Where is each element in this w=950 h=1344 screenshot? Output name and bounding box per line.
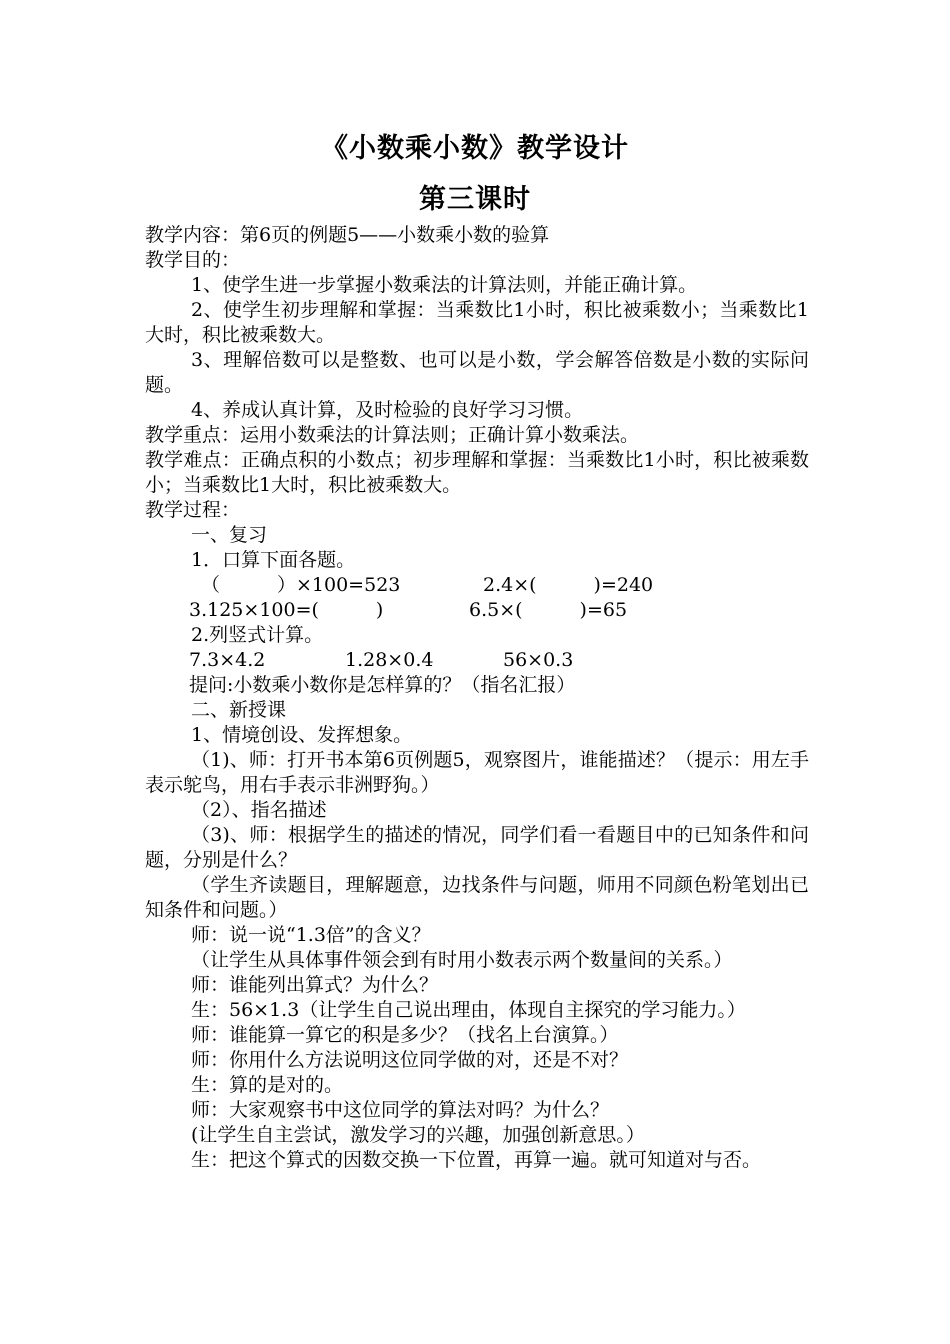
goal-1: 1、使学生进一步掌握小数乘法的计算法则，并能正确计算。 — [191, 274, 698, 296]
step-13: (让学生自主尝试，激发学习的兴趣，加强创新意思。） — [191, 1124, 645, 1146]
step-8: 生：56×1.3（让学生自己说出理由，体现自主探究的学习能力。） — [191, 999, 746, 1021]
step-11: 生：算的是对的。 — [191, 1074, 344, 1096]
review-heading: 一、复习 — [191, 524, 268, 546]
step-10: 师：你用什么方法说明这位同学做的对，还是不对？ — [191, 1049, 629, 1071]
step-6: （让学生从具体事件领会到有时用小数表示两个数量间的关系。） — [191, 949, 733, 971]
difficulty: 教学难点：正确点积的小数点；初步理解和掌握：当乘数比1小时，积比被乘数小；当乘数比1大时，积比被乘数大。 — [145, 449, 809, 496]
vertical-item: 56×0.3 — [503, 649, 574, 671]
oral-item: 6.5×( )=65 — [469, 599, 628, 621]
question-line: 提问:小数乘小数你是怎样算的？（指名汇报） — [189, 674, 576, 696]
oral-item: 2.4×( )=240 — [483, 574, 654, 596]
oral-row-1 — [145, 573, 809, 598]
goals-heading: 教学目的： — [145, 249, 241, 271]
oral-row-2 — [145, 598, 809, 623]
step-4: （学生齐读题目，理解题意，边找条件与问题，师用不同颜色粉笔划出已知条件和问题。） — [145, 874, 809, 921]
oral-item: （ ）×100=523 — [201, 574, 401, 596]
step-7: 师：谁能列出算式？为什么？ — [191, 974, 439, 996]
document-body — [145, 223, 809, 1173]
vertical-item: 7.3×4.2 — [189, 649, 266, 671]
key-point: 教学重点：运用小数乘法的计算法则；正确计算小数乘法。 — [145, 424, 640, 446]
step-2: （2）、指名描述 — [191, 799, 327, 821]
goal-3: 3、理解倍数可以是整数、也可以是小数，学会解答倍数是小数的实际问题。 — [145, 349, 809, 396]
step-5: 师：说一说“1.3倍”的含义？ — [191, 924, 431, 946]
step-12: 师：大家观察书中这位同学的算法对吗？为什么？ — [191, 1099, 610, 1121]
scene-heading: 1、情境创设、发挥想象。 — [191, 724, 413, 746]
vertical-heading: 2.列竖式计算。 — [191, 624, 324, 646]
goal-4: 4、养成认真计算，及时检验的良好学习习惯。 — [191, 399, 584, 421]
document-subtitle: 第三课时 — [419, 184, 531, 215]
goal-2: 2、使学生初步理解和掌握：当乘数比1小时，积比被乘数小；当乘数比1大时，积比被乘数大。 — [145, 299, 809, 346]
step-14: 生：把这个算式的因数交换一下位置，再算一遍。就可知道对与否。 — [191, 1149, 762, 1171]
step-9: 师：谁能算一算它的积是多少？（找名上台演算。） — [191, 1024, 619, 1046]
new-lesson-heading: 二、新授课 — [191, 699, 287, 721]
step-3: （3)、师：根据学生的描述的情况，同学们看一看题目中的已知条件和问题，分别是什么？ — [145, 824, 809, 871]
step-1: （1)、师：打开书本第6页例题5，观察图片，谁能描述？（提示：用左手表示鸵鸟，用右手表示非洲野狗。） — [145, 749, 809, 796]
vertical-row — [145, 648, 809, 673]
document-title: 《小数乘小数》教学设计 — [321, 133, 629, 164]
oral-item: 3.125×100=( ) — [189, 599, 384, 621]
vertical-item: 1.28×0.4 — [345, 649, 434, 671]
process-heading: 教学过程： — [145, 499, 241, 521]
teaching-content: 教学内容：第6页的例题5——小数乘小数的验算 — [145, 224, 550, 246]
oral-heading: 1．口算下面各题。 — [191, 549, 356, 571]
